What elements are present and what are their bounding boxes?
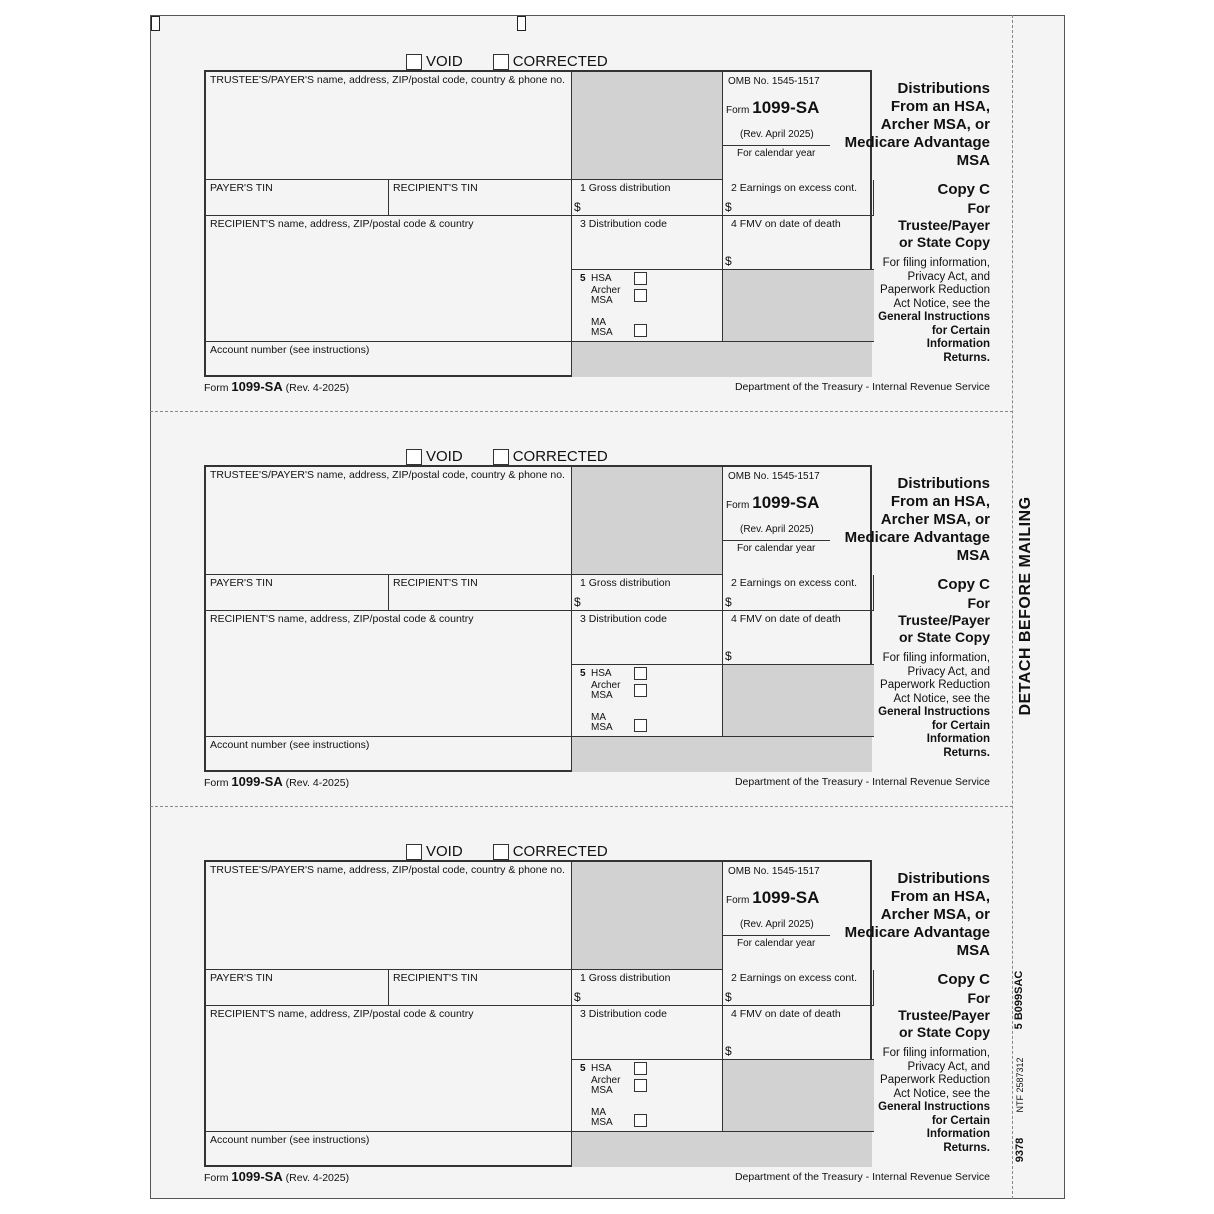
notice-bold-line: Information (926, 733, 990, 745)
box5-number: 5 (580, 668, 586, 679)
notice-line: For filing information, (882, 257, 990, 269)
shaded-box-bottom (572, 342, 872, 377)
gross-distribution-label: 1 Gross distribution (580, 577, 671, 589)
notice-bold-line: Information (926, 1128, 990, 1140)
recipient-tin-label: RECIPIENT'S TIN (393, 577, 478, 589)
notice-bold-line: for Certain (931, 1114, 990, 1127)
copy-c-block (850, 181, 990, 365)
form-title (845, 475, 990, 565)
shaded-box-bottom (572, 737, 872, 772)
payer-name-label: TRUSTEE'S/PAYER'S name, address, ZIP/postal code, country & phone no. (210, 864, 565, 876)
recipient-name-label: RECIPIENT'S name, address, ZIP/postal code & country (210, 1008, 474, 1020)
fmv-death-label: 4 FMV on date of death (731, 218, 841, 230)
payer-tin-field[interactable] (206, 575, 389, 611)
archer-msa-label: MSA (591, 690, 613, 701)
recipient-name-label: RECIPIENT'S name, address, ZIP/postal code & country (210, 613, 474, 625)
archer-msa-checkbox[interactable] (634, 1079, 647, 1092)
copy-for: For (967, 200, 990, 216)
omb-number: OMB No. 1545-1517 (728, 471, 820, 482)
payer-tin-field[interactable] (206, 180, 389, 216)
ma-msa-checkbox[interactable] (634, 1114, 647, 1127)
shaded-box-top (572, 72, 723, 180)
copy-recipient: Trustee/Payer (898, 217, 990, 233)
ntf-number-text: NTF 2587312 (1015, 1057, 1025, 1113)
corrected-label: CORRECTED (512, 843, 608, 860)
dollar-sign: $ (725, 1044, 732, 1058)
void-checkbox[interactable] (406, 54, 422, 70)
title-line: Medicare Advantage (844, 134, 990, 151)
copy-for: For (967, 595, 990, 611)
dollar-sign: $ (574, 595, 581, 609)
footer-department: Department of the Treasury - Internal Revenue Service (734, 1171, 990, 1183)
archer-label: Archer (591, 1075, 621, 1086)
archer-msa-label: MSA (591, 1085, 613, 1096)
account-number-field[interactable] (206, 342, 572, 377)
box5-number: 5 (580, 273, 586, 284)
dollar-sign: $ (725, 990, 732, 1004)
title-line: MSA (956, 942, 990, 959)
dollar-sign: $ (574, 990, 581, 1004)
earnings-excess-label: 2 Earnings on excess cont. (731, 972, 858, 984)
title-line: Medicare Advantage (844, 529, 990, 546)
void-label: VOID (426, 843, 463, 860)
archer-msa-label: MSA (591, 295, 613, 306)
form-number-text: 9378 (1014, 1137, 1026, 1163)
account-number-label: Account number (see instructions) (210, 1134, 370, 1146)
recipient-tin-field[interactable] (389, 180, 572, 216)
recipient-name-field[interactable] (206, 216, 572, 342)
notice-bold-line: for Certain (931, 324, 990, 337)
void-checkbox[interactable] (406, 844, 422, 860)
revision-date: (Rev. April 2025) (740, 524, 814, 535)
payer-tin-label: PAYER'S TIN (210, 972, 273, 984)
form-name: 1099-SA (752, 888, 820, 907)
footer-form-word: Form (204, 382, 229, 394)
shaded-box-bottom (572, 1132, 872, 1167)
hsa-label: HSA (591, 1063, 612, 1074)
recipient-tin-field[interactable] (389, 970, 572, 1006)
archer-msa-checkbox[interactable] (634, 289, 647, 302)
notice-line: Privacy Act, and (907, 1060, 990, 1073)
distribution-code-field[interactable] (572, 216, 723, 270)
notice-line: Act Notice, see the (893, 1087, 990, 1100)
gross-distribution-field[interactable] (572, 970, 723, 1006)
hsa-checkbox[interactable] (634, 272, 647, 285)
form-copy-3 (150, 807, 1013, 1202)
notice-line: Paperwork Reduction (880, 284, 990, 296)
notice-text (850, 1047, 990, 1155)
notice-bold-line: Returns. (943, 746, 990, 759)
account-number-field[interactable] (206, 737, 572, 772)
payer-tin-field[interactable] (206, 970, 389, 1006)
ma-label: MA (591, 712, 606, 723)
notice-bold-line: General Instructions (878, 311, 990, 323)
gross-distribution-field[interactable] (572, 180, 723, 216)
notice-line: For filing information, (882, 1047, 990, 1059)
earnings-excess-label: 2 Earnings on excess cont. (731, 182, 858, 194)
hsa-checkbox[interactable] (634, 1062, 647, 1075)
form-grid (204, 465, 872, 772)
fmv-death-label: 4 FMV on date of death (731, 1008, 841, 1020)
notice-text (850, 257, 990, 365)
form-name: 1099-SA (752, 493, 820, 512)
payer-name-label: TRUSTEE'S/PAYER'S name, address, ZIP/postal code, country & phone no. (210, 469, 565, 481)
omb-number: OMB No. 1545-1517 (728, 76, 820, 87)
shaded-box-top (572, 862, 723, 970)
account-number-label: Account number (see instructions) (210, 739, 370, 751)
dollar-sign: $ (574, 200, 581, 214)
notice-line: Paperwork Reduction (880, 1074, 990, 1086)
recipient-name-label: RECIPIENT'S name, address, ZIP/postal code & country (210, 218, 474, 230)
corrected-checkbox[interactable] (493, 844, 509, 860)
distribution-code-label: 3 Distribution code (580, 218, 667, 230)
form-title (845, 870, 990, 960)
corrected-checkbox[interactable] (493, 54, 509, 70)
recipient-tin-field[interactable] (389, 575, 572, 611)
distribution-code-label: 3 Distribution code (580, 613, 667, 625)
form-word: Form (726, 895, 750, 906)
copy-recipient: Trustee/Payer (898, 612, 990, 628)
title-line: Archer MSA, or (880, 511, 990, 528)
notice-line: Privacy Act, and (907, 270, 990, 283)
title-line: From an HSA, (890, 98, 990, 115)
ma-msa-label: MSA (591, 1117, 613, 1128)
footer-form-id (204, 1169, 349, 1184)
payer-name-field[interactable] (206, 467, 572, 575)
copy-recipient: Trustee/Payer (898, 1007, 990, 1023)
ma-label: MA (591, 1107, 606, 1118)
footer-department: Department of the Treasury - Internal Revenue Service (734, 776, 990, 788)
distribution-code-field[interactable] (572, 611, 723, 665)
ma-msa-label: MSA (591, 327, 613, 338)
shaded-box-top (572, 467, 723, 575)
notice-text (850, 652, 990, 760)
ma-msa-checkbox[interactable] (634, 719, 647, 732)
footer-form-id (204, 379, 349, 394)
gross-distribution-field[interactable] (572, 575, 723, 611)
hsa-checkbox[interactable] (634, 667, 647, 680)
corrected-label: CORRECTED (512, 448, 608, 465)
footer-form-name: 1099-SA (231, 774, 283, 789)
ma-msa-label: MSA (591, 722, 613, 733)
footer-revision: (Rev. 4-2025) (285, 777, 350, 789)
recipient-name-field[interactable] (206, 1006, 572, 1132)
detach-before-mailing-text: DETACH BEFORE MAILING (1017, 496, 1034, 716)
account-number-field[interactable] (206, 1132, 572, 1167)
calendar-year-label: For calendar year (737, 543, 816, 554)
ma-label: MA (591, 317, 606, 328)
title-line: Distributions (897, 80, 990, 97)
account-type-box (572, 665, 723, 737)
calendar-year-label: For calendar year (737, 938, 816, 949)
corrected-label: CORRECTED (512, 53, 608, 70)
footer-form-name: 1099-SA (231, 379, 283, 394)
void-corrected-row (406, 448, 608, 465)
notice-bold-line: Information (926, 338, 990, 350)
payer-tin-label: PAYER'S TIN (210, 182, 273, 194)
footer-form-word: Form (204, 777, 229, 789)
title-line: From an HSA, (890, 493, 990, 510)
footer-department: Department of the Treasury - Internal Revenue Service (734, 381, 990, 393)
notice-line: Privacy Act, and (907, 665, 990, 678)
form-grid (204, 70, 872, 377)
footer-form-id (204, 774, 349, 789)
calendar-year-label: For calendar year (737, 148, 816, 159)
dollar-sign: $ (725, 649, 732, 663)
distribution-code-field[interactable] (572, 1006, 723, 1060)
ma-msa-checkbox[interactable] (634, 324, 647, 337)
title-line: Archer MSA, or (880, 116, 990, 133)
form-word: Form (726, 500, 750, 511)
copy-c-block (850, 971, 990, 1155)
recipient-tin-label: RECIPIENT'S TIN (393, 182, 478, 194)
form-title (845, 80, 990, 170)
hsa-label: HSA (591, 668, 612, 679)
copy-c-heading: Copy C (937, 181, 990, 198)
copy-c-heading: Copy C (937, 576, 990, 593)
title-line: Distributions (897, 475, 990, 492)
form-copy-1 (150, 17, 1013, 412)
omb-number: OMB No. 1545-1517 (728, 866, 820, 877)
payer-name-label: TRUSTEE'S/PAYER'S name, address, ZIP/postal code, country & phone no. (210, 74, 565, 86)
title-line: MSA (956, 547, 990, 564)
revision-date: (Rev. April 2025) (740, 919, 814, 930)
form-word: Form (726, 105, 750, 116)
copy-state: or State Copy (898, 234, 990, 250)
form-grid (204, 860, 872, 1167)
void-corrected-row (406, 53, 608, 70)
notice-line: Act Notice, see the (893, 692, 990, 705)
recipient-name-field[interactable] (206, 611, 572, 737)
notice-bold-line: General Instructions (878, 1101, 990, 1113)
notice-bold-line: for Certain (931, 719, 990, 732)
corrected-checkbox[interactable] (493, 449, 509, 465)
distribution-code-label: 3 Distribution code (580, 1008, 667, 1020)
notice-bold-line: General Instructions (878, 706, 990, 718)
form-code-text: 5 B099SAC (1013, 970, 1025, 1030)
revision-date: (Rev. April 2025) (740, 129, 814, 140)
form-name: 1099-SA (752, 98, 820, 117)
copy-c-block (850, 576, 990, 760)
void-checkbox[interactable] (406, 449, 422, 465)
dollar-sign: $ (725, 254, 732, 268)
footer-form-name: 1099-SA (231, 1169, 283, 1184)
payer-name-field[interactable] (206, 862, 572, 970)
gross-distribution-label: 1 Gross distribution (580, 182, 671, 194)
title-line: Distributions (897, 870, 990, 887)
notice-line: For filing information, (882, 652, 990, 664)
account-number-label: Account number (see instructions) (210, 344, 370, 356)
gross-distribution-label: 1 Gross distribution (580, 972, 671, 984)
account-type-box (572, 1060, 723, 1132)
notice-bold-line: Returns. (943, 1141, 990, 1154)
notice-bold-line: Returns. (943, 351, 990, 364)
copy-state: or State Copy (898, 1024, 990, 1040)
payer-name-field[interactable] (206, 72, 572, 180)
fmv-death-label: 4 FMV on date of death (731, 613, 841, 625)
copy-for: For (967, 990, 990, 1006)
payer-tin-label: PAYER'S TIN (210, 577, 273, 589)
copy-c-heading: Copy C (937, 971, 990, 988)
archer-msa-checkbox[interactable] (634, 684, 647, 697)
box5-number: 5 (580, 1063, 586, 1074)
title-line: From an HSA, (890, 888, 990, 905)
void-label: VOID (426, 53, 463, 70)
notice-line: Paperwork Reduction (880, 679, 990, 691)
recipient-tin-label: RECIPIENT'S TIN (393, 972, 478, 984)
archer-label: Archer (591, 680, 621, 691)
title-line: Medicare Advantage (844, 924, 990, 941)
notice-line: Act Notice, see the (893, 297, 990, 310)
footer-revision: (Rev. 4-2025) (285, 1172, 350, 1184)
account-type-box (572, 270, 723, 342)
copy-state: or State Copy (898, 629, 990, 645)
dollar-sign: $ (725, 595, 732, 609)
title-line: Archer MSA, or (880, 906, 990, 923)
form-copy-2 (150, 412, 1013, 807)
dollar-sign: $ (725, 200, 732, 214)
void-label: VOID (426, 448, 463, 465)
footer-form-word: Form (204, 1172, 229, 1184)
title-line: MSA (956, 152, 990, 169)
hsa-label: HSA (591, 273, 612, 284)
footer-revision: (Rev. 4-2025) (285, 382, 350, 394)
void-corrected-row (406, 843, 608, 860)
earnings-excess-label: 2 Earnings on excess cont. (731, 577, 858, 589)
archer-label: Archer (591, 285, 621, 296)
